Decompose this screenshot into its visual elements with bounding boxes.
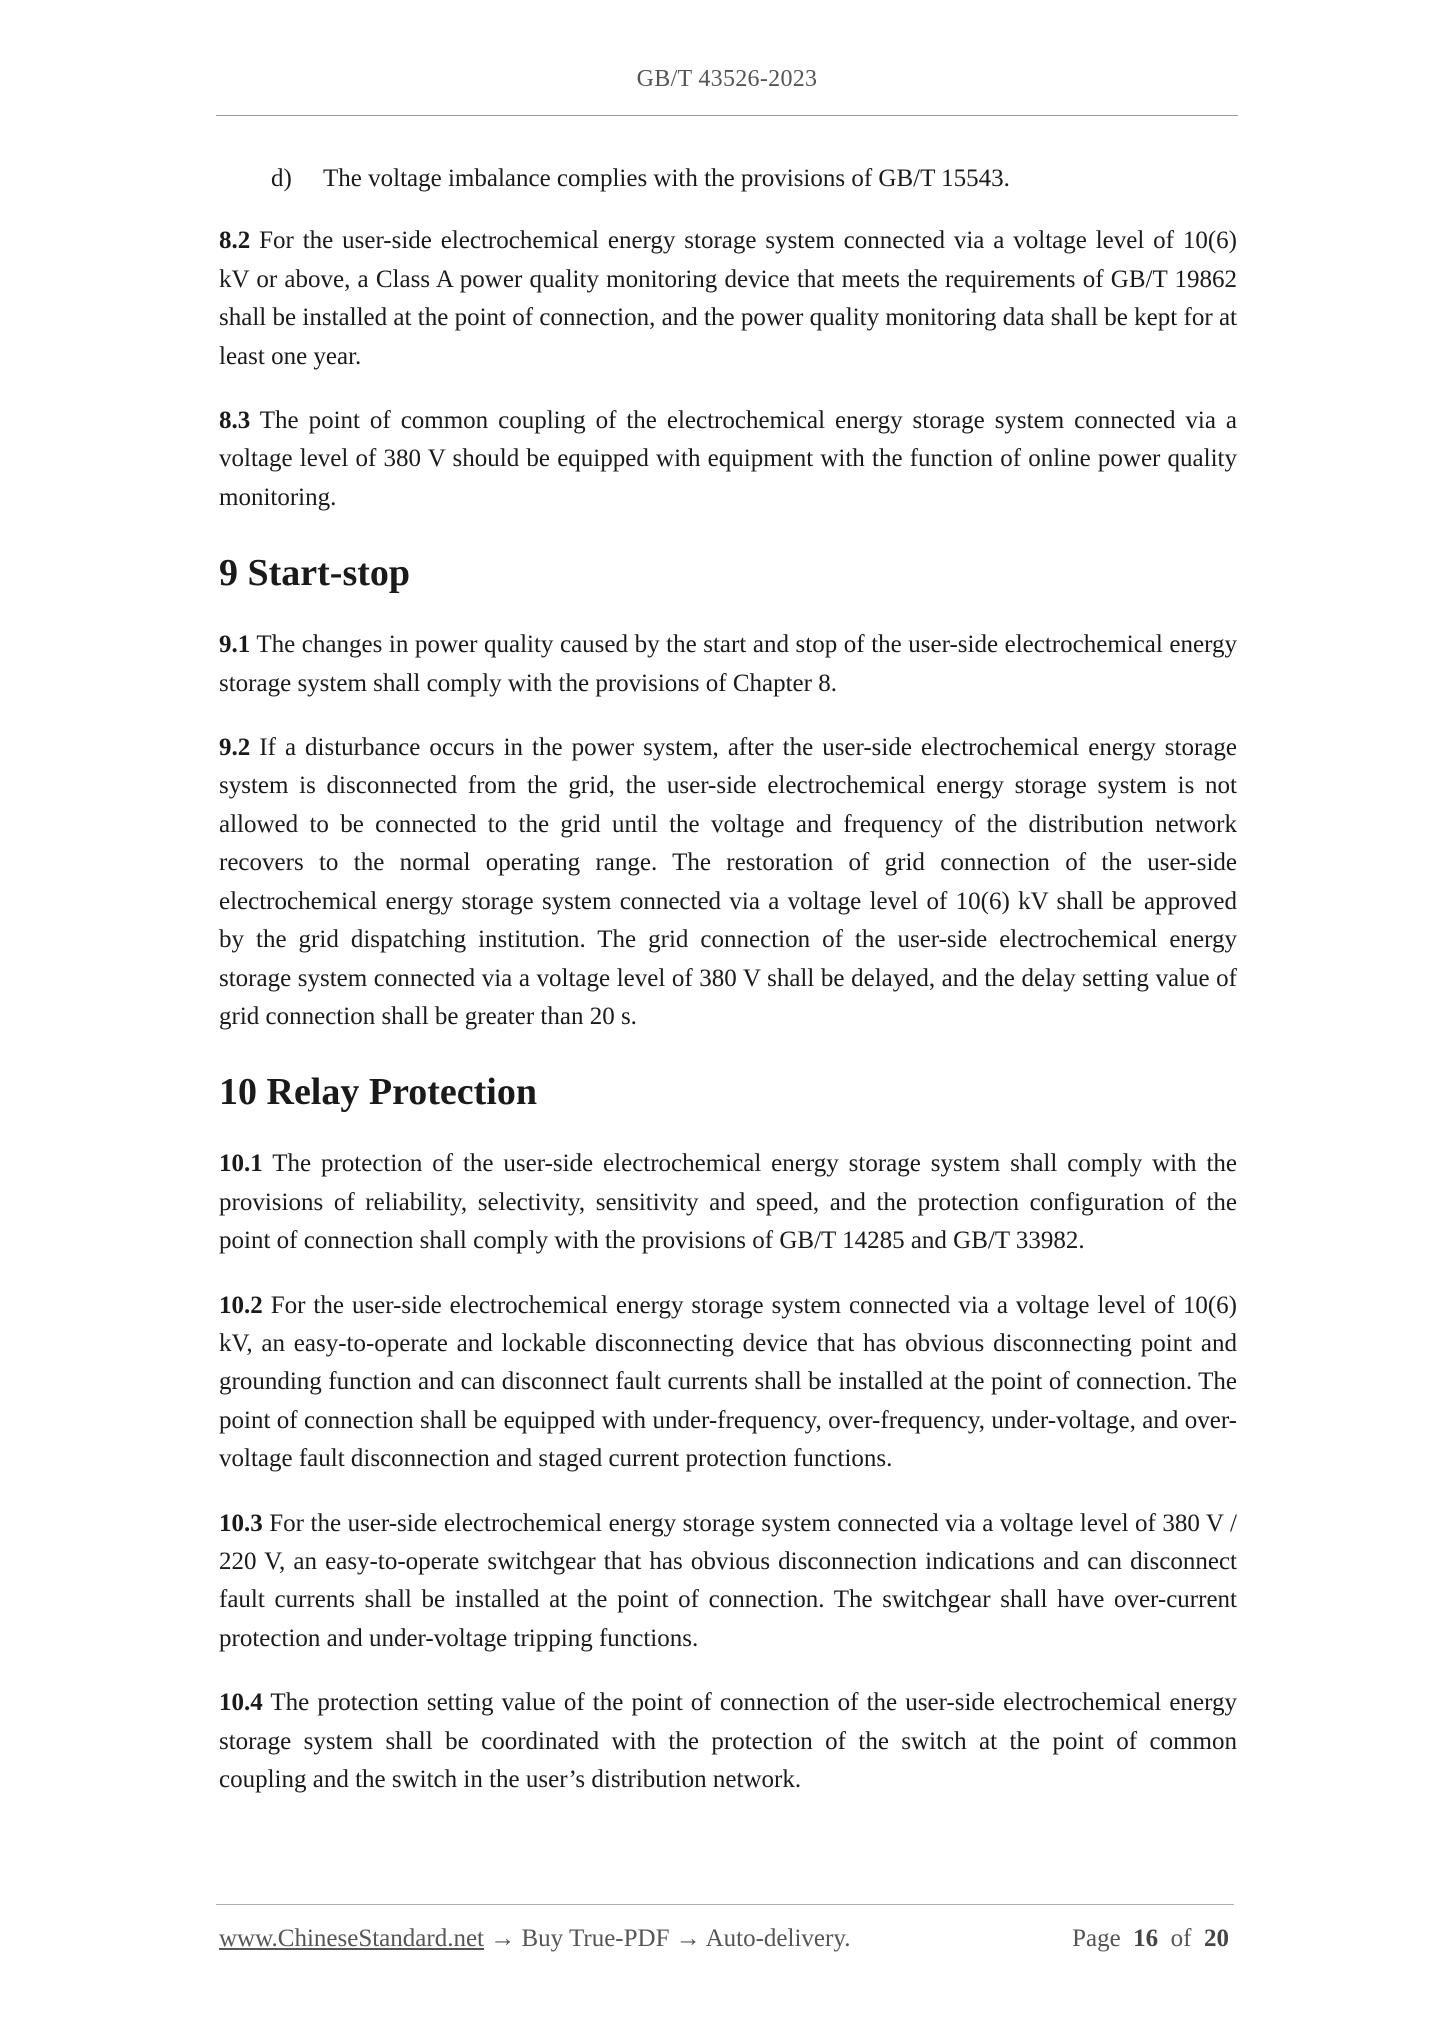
page-of-label: of <box>1170 1925 1192 1952</box>
clause-number: 10.3 <box>219 1509 263 1537</box>
document-body <box>219 160 1237 1799</box>
clause-text: If a disturbance occurs in the power system, after the user-side electrochemical energy storage system is disconnected from the grid, the user-side electrochemical energy storage system is not allowed to be connected to the grid until the voltage and frequency of the distribution network recovers to the normal operating range. The restoration of grid connection of the user-side electrochemical energy storage system connected via a voltage level of 10(6) kV shall be approved by the grid dispatching institution. The grid connection of the user-side electrochemical energy storage system connected via a voltage level of 380 V shall be delayed, and the delay setting value of grid connection shall be greater than 20 s. <box>219 734 1237 1030</box>
clause-number: 9.2 <box>219 734 251 762</box>
section-heading-9: 9 Start-stop <box>219 552 411 595</box>
clause-number: 10.2 <box>219 1291 263 1319</box>
clause-10-4 <box>219 1684 1237 1799</box>
clause-9-2 <box>219 729 1237 1036</box>
list-item-d <box>219 160 1237 198</box>
list-marker: d) <box>271 165 292 192</box>
clause-text: The point of common coupling of the electrochemical energy storage system connected via a voltage level of 380 V should be equipped with equipment with the function of online power quality monitoring. <box>219 407 1237 511</box>
section-heading-10: 10 Relay Protection <box>219 1071 537 1114</box>
list-item-text: The voltage imbalance complies with the provisions of GB/T 15543. <box>323 165 1010 192</box>
clause-number: 9.1 <box>219 631 251 659</box>
clause-8-2 <box>219 222 1237 376</box>
header-divider <box>216 115 1238 116</box>
footer-tagline: → Buy True-PDF → Auto-delivery. <box>484 1925 851 1952</box>
clause-text: For the user-side electrochemical energy storage system connected via a voltage level of 380 V / 220 V, an easy-to-operate switchgear that has obvious disconnection indications and can disconnect fault currents shall be installed at the point of connection. The switchgear shall have over-current protection and under-voltage tripping functions. <box>219 1509 1237 1652</box>
clause-text: The changes in power quality caused by the start and stop of the user-side electrochemical energy storage system shall comply with the provisions of Chapter 8. <box>219 631 1237 697</box>
clause-number: 8.3 <box>219 407 251 435</box>
page-label: Page <box>1072 1925 1121 1952</box>
clause-10-2 <box>219 1287 1237 1479</box>
site-link[interactable]: www.ChineseStandard.net <box>219 1925 484 1952</box>
clause-number: 10.4 <box>219 1689 263 1717</box>
clause-text: For the user-side electrochemical energy storage system connected via a voltage level of 10(6) kV or above, a Class A power quality monitoring device that meets the requirements of GB/T 19862 shall be installed at the point of connection, and the power quality monitoring data shall be kept for at least one year. <box>219 227 1237 370</box>
clause-number: 10.1 <box>219 1150 263 1178</box>
clause-8-3 <box>219 402 1237 517</box>
clause-10-3 <box>219 1505 1237 1659</box>
page-total: 20 <box>1204 1925 1229 1952</box>
clause-number: 8.2 <box>219 227 251 255</box>
footer-promo <box>219 1925 850 1953</box>
clause-text: For the user-side electrochemical energy storage system connected via a voltage level of 10(6) kV, an easy-to-operate and lockable disconnecting device that has obvious disconnecting point and grounding function and can disconnect fault currents shall be installed at the point of connection. The point of connection shall be equipped with under-frequency, over-frequency, under-voltage, and over-voltage fault disconnection and staged current protection functions. <box>219 1291 1237 1473</box>
page-header <box>216 66 1238 93</box>
page-number <box>1072 1925 1235 1953</box>
standard-code: GB/T 43526-2023 <box>636 66 818 92</box>
page-footer <box>219 1925 1235 1953</box>
clause-text: The protection of the user-side electrochemical energy storage system shall comply with the provisions of reliability, selectivity, sensitivity and speed, and the protection configuration of the point of connection shall comply with the provisions of GB/T 14285 and GB/T 33982. <box>219 1150 1237 1255</box>
clause-text: The protection setting value of the point of connection of the user-side electrochemical energy storage system shall be coordinated with the protection of the switch at the point of common coupling and the switch in the user’s distribution network. <box>219 1689 1237 1793</box>
footer-divider <box>216 1904 1234 1905</box>
page-current: 16 <box>1133 1925 1159 1952</box>
clause-10-1 <box>219 1145 1237 1260</box>
clause-9-1 <box>219 626 1237 703</box>
